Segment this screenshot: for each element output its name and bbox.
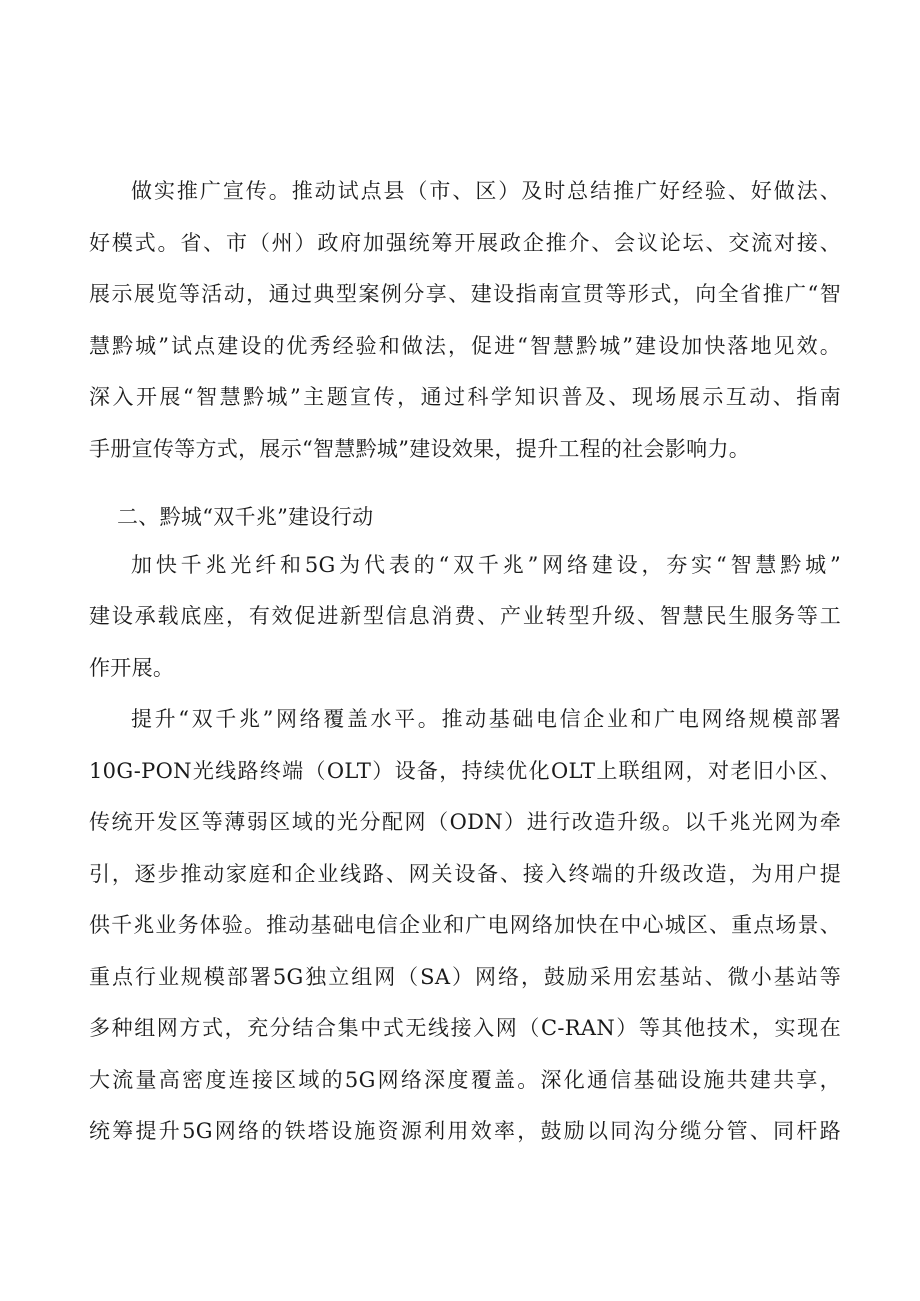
paragraph-line: 提升“双千兆”网络覆盖水平。推动基础电信企业和广电网络规模部署 bbox=[131, 707, 841, 731]
paragraph-line: 手册宣传等方式，展示“智慧黔城”建设效果，提升工程的社会影响力。 bbox=[89, 437, 751, 461]
paragraph-line: 好模式。省、市（州）政府加强统筹开展政企推介、会议论坛、交流对接、 bbox=[89, 231, 841, 255]
paragraph-line: 作开展。 bbox=[89, 656, 175, 680]
paragraph-line: 多种组网方式，充分结合集中式无线接入网（C-RAN）等其他技术，实现在 bbox=[89, 1016, 841, 1040]
section-heading: 二、黔城“双千兆”建设行动 bbox=[117, 505, 374, 529]
paragraph-line: 深入开展“智慧黔城”主题宣传，通过科学知识普及、现场展示互动、指南 bbox=[89, 385, 841, 409]
paragraph-line: 做实推广宣传。推动试点县（市、区）及时总结推广好经验、好做法、 bbox=[131, 179, 841, 203]
paragraph-line: 供千兆业务体验。推动基础电信企业和广电网络加快在中心城区、重点场景、 bbox=[89, 913, 841, 937]
paragraph-line: 10G-PON光线路终端（OLT）设备，持续优化OLT上联组网，对老旧小区、 bbox=[89, 759, 841, 783]
paragraph-line: 慧黔城”试点建设的优秀经验和做法，促进“智慧黔城”建设加快落地见效。 bbox=[89, 334, 841, 358]
paragraph-line: 传统开发区等薄弱区域的光分配网（ODN）进行改造升级。以千兆光网为牵 bbox=[89, 810, 841, 834]
paragraph-line: 大流量高密度连接区域的5G网络深度覆盖。深化通信基础设施共建共享， bbox=[89, 1068, 841, 1092]
paragraph-line: 建设承载底座，有效促进新型信息消费、产业转型升级、智慧民生服务等工 bbox=[89, 604, 841, 628]
paragraph-line: 引，逐步推动家庭和企业线路、网关设备、接入终端的升级改造，为用户提 bbox=[89, 862, 841, 886]
paragraph-line: 统筹提升5G网络的铁塔设施资源利用效率，鼓励以同沟分缆分管、同杆路 bbox=[89, 1119, 841, 1143]
paragraph-line: 加快千兆光纤和5G为代表的“双千兆”网络建设，夯实“智慧黔城” bbox=[131, 553, 841, 577]
paragraph-line: 展示展览等活动，通过典型案例分享、建设指南宣贯等形式，向全省推广“智 bbox=[89, 282, 841, 306]
paragraph-line: 重点行业规模部署5G独立组网（SA）网络，鼓励采用宏基站、微小基站等 bbox=[89, 965, 841, 989]
